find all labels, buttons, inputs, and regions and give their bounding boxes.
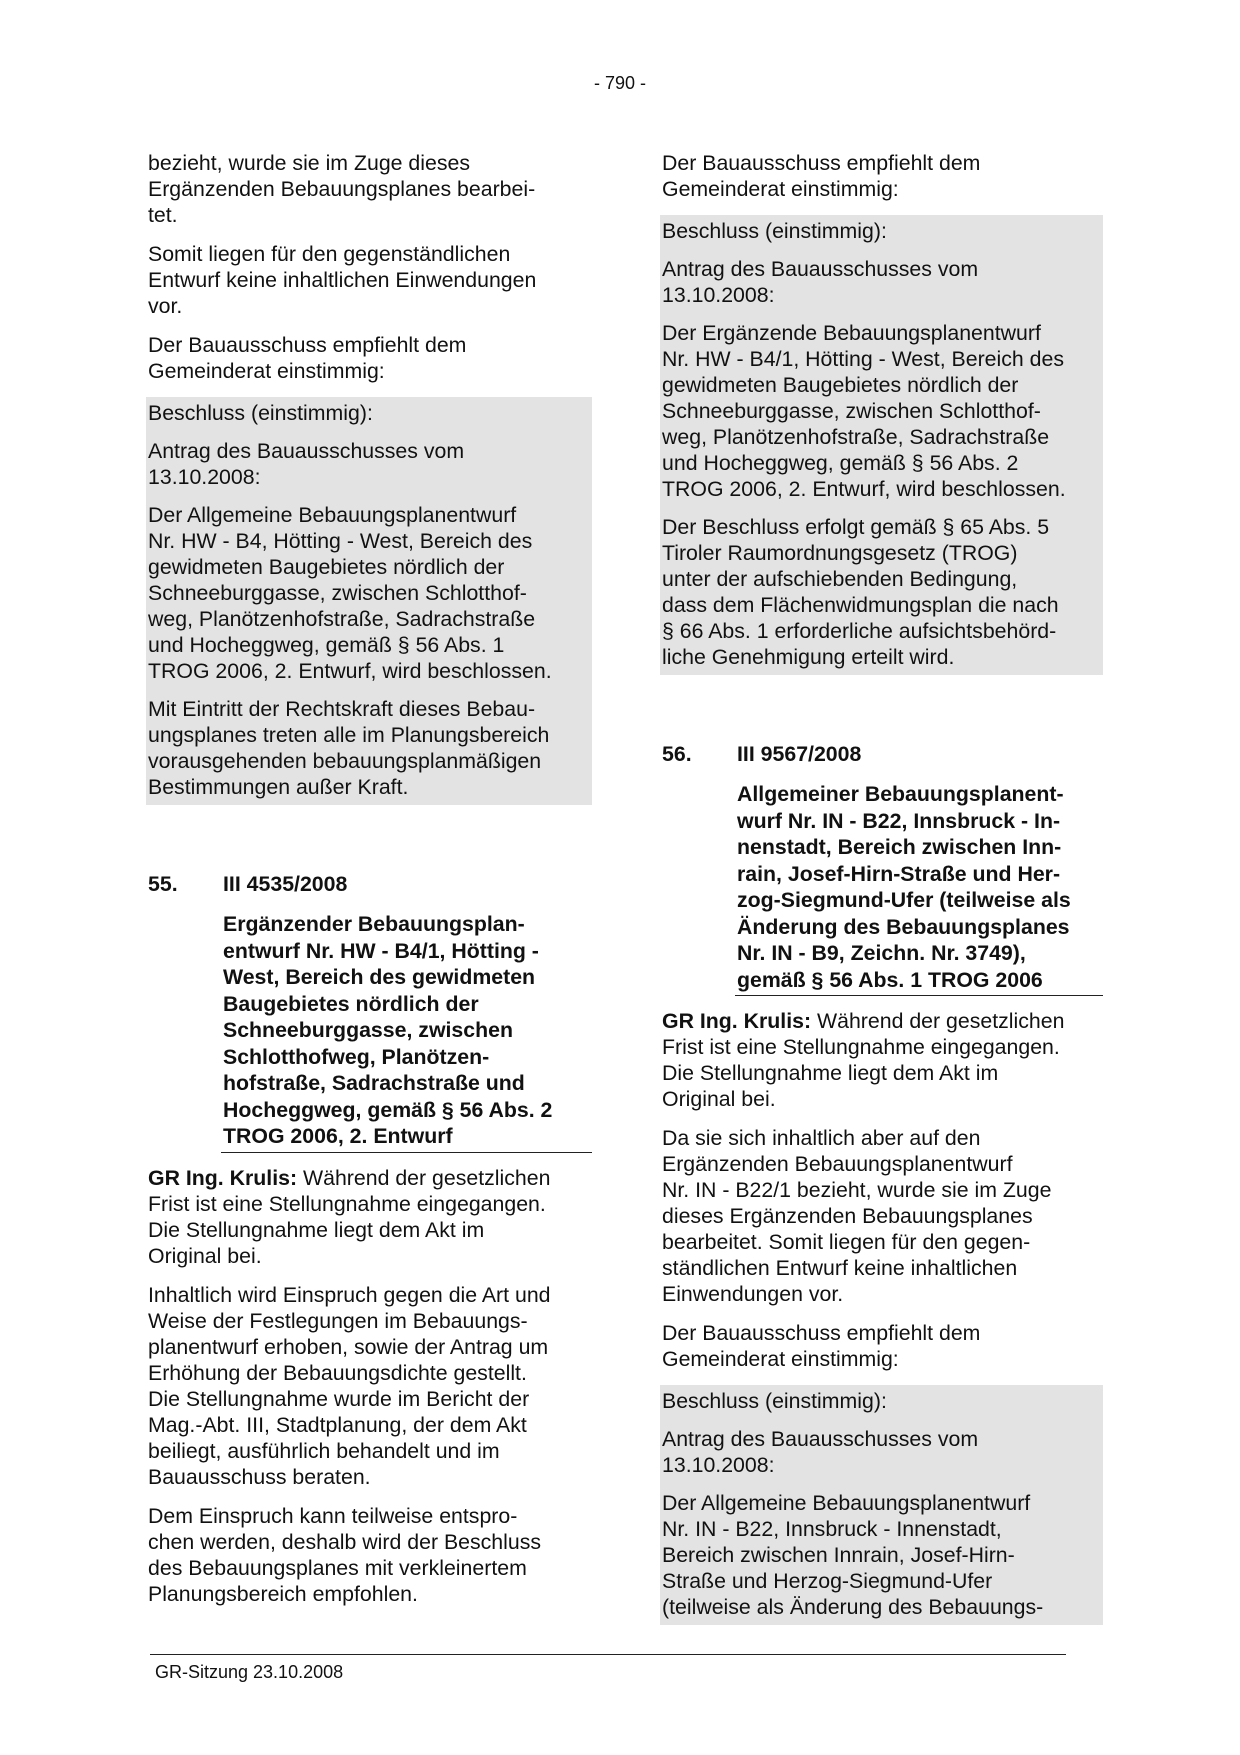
paragraph: Antrag des Bauausschusses vom 13.10.2008: xyxy=(148,439,465,489)
agenda-item-number: 55. xyxy=(148,872,178,896)
paragraph: Da sie sich inhaltlich aber auf den Ergänzenden Bebauungsplanentwurf Nr. IN - B22/1 bezieht, wurde sie im Zuge dieses Ergänzenden Bebauungsplanes bearbeitet. Somit liegen für den gegen- ständlichen Entwurf keine inhaltlichen Einwendungen vor. xyxy=(662,1126,1052,1306)
paragraph: Der Allgemeine Bebauungsplanentwurf Nr. HW - B4, Hötting - West, Bereich des gewidmeten Baugebietes nördlich der Schneeburggasse, zwischen Schlotthof- weg, Planötzenhofstraße, Sadrachstraße und Hocheggweg, gemäß § 56 Abs. 1 TROG 2006, 2. Entwurf, wird beschlossen. xyxy=(148,503,552,683)
speaker-text: Während der gesetzlichen Frist ist eine Stellungnahme eingegangen. Die Stellungnahme liegt dem Akt im Original bei. xyxy=(662,1009,1065,1111)
paragraph: Somit liegen für den gegenständlichen Entwurf keine inhaltlichen Einwendungen vor. xyxy=(148,242,537,318)
resolution-box xyxy=(660,215,1103,675)
agenda-item-title-text: Ergänzender Bebauungsplan- entwurf Nr. HW - B4/1, Hötting - West, Bereich des gewidmeten Baugebietes nördlich der Schneeburggasse, zwischen Schlotthofweg, Planötzen- hofstraße, Sadrachstraße und Hocheggweg, gemäß § 56 Abs. 2 TROG 2006, 2. Entwurf xyxy=(223,912,553,1148)
paragraph: Der Allgemeine Bebauungsplanentwurf Nr. IN - B22, Innsbruck - Innenstadt, Bereich zwischen Innrain, Josef-Hirn- Straße und Herzog-Siegmund-Ufer (teilweise als Änderung des Bebauungs- xyxy=(662,1491,1044,1619)
resolution-heading: Beschluss (einstimmig): xyxy=(662,219,887,243)
speaker-name: GR Ing. Krulis: xyxy=(662,1009,812,1033)
agenda-item-55 xyxy=(146,871,592,1607)
resolution-heading: Beschluss (einstimmig): xyxy=(148,401,373,425)
paragraph: Mit Eintritt der Rechtskraft dieses Bebau- ungsplanes treten alle im Planungsbereich vorausgehenden bebauungsplanmäßigen Bestimmungen außer Kraft. xyxy=(148,697,550,799)
speaker-paragraph xyxy=(660,1008,1103,1112)
agenda-item-title xyxy=(735,781,1103,996)
paragraph: Der Ergänzende Bebauungsplanentwurf Nr. HW - B4/1, Hötting - West, Bereich des gewidmeten Baugebietes nördlich der Schneeburggasse, zwischen Schlotthof- weg, Planötzenhofstraße, Sadrachstraße und Hocheggweg, gemäß § 56 Abs. 2 TROG 2006, 2. Entwurf, wird beschlossen. xyxy=(662,321,1066,501)
speaker-name: GR Ing. Krulis: xyxy=(148,1165,298,1190)
paragraph: bezieht, wurde sie im Zuge dieses Ergänzenden Bebauungsplanes bearbei- tet. xyxy=(148,151,536,227)
page-number: - 790 - xyxy=(593,73,647,93)
agenda-item-reference: III 4535/2008 xyxy=(223,872,348,896)
footer-divider xyxy=(150,1654,1066,1655)
agenda-item-reference: III 9567/2008 xyxy=(737,742,862,766)
paragraph: Der Beschluss erfolgt gemäß § 65 Abs. 5 Tiroler Raumordnungsgesetz (TROG) unter der aufschiebenden Bedingung, dass dem Flächenwidmungsplan die nach § 66 Abs. 1 erforderliche aufsichtsbehörd- liche Genehmigung erteilt wird. xyxy=(662,515,1059,669)
agenda-item-header xyxy=(146,871,592,897)
right-column xyxy=(660,150,1103,1638)
resolution-box xyxy=(146,397,592,805)
agenda-item-number: 56. xyxy=(662,742,692,766)
speaker-text: Während der gesetzlichen Frist ist eine Stellungnahme eingegangen. Die Stellungnahme liegt dem Akt im Original bei. xyxy=(148,1165,551,1268)
paragraph: Dem Einspruch kann teilweise entspro- chen werden, deshalb wird der Beschluss des Bebauungsplanes mit verkleinertem Planungsbereich empfohlen. xyxy=(148,1503,542,1606)
paragraph: Der Bauausschuss empfiehlt dem Gemeinderat einstimmig: xyxy=(148,333,467,383)
resolution-box xyxy=(660,1385,1103,1625)
paragraph: Antrag des Bauausschusses vom 13.10.2008: xyxy=(662,1427,979,1477)
footer-text: GR-Sitzung 23.10.2008 xyxy=(155,1662,344,1682)
paragraph: Antrag des Bauausschusses vom 13.10.2008: xyxy=(662,257,979,307)
resolution-heading: Beschluss (einstimmig): xyxy=(662,1389,887,1413)
agenda-item-title-text: Allgemeiner Bebauungsplanent- wurf Nr. IN - B22, Innsbruck - In- nenstadt, Bereich zwischen Inn- rain, Josef-Hirn-Straße und Her- zog-Siegmund-Ufer (teilweise als Änderung des Bebauungsplanes Nr. IN - B9, Zeichn. Nr. 3749), gemäß § 56 Abs. 1 TROG 2006 xyxy=(737,782,1071,992)
paragraph: Der Bauausschuss empfiehlt dem Gemeinderat einstimmig: xyxy=(662,151,981,201)
agenda-item-header xyxy=(660,741,1103,767)
agenda-item-title xyxy=(221,911,592,1153)
paragraph: Inhaltlich wird Einspruch gegen die Art und Weise der Festlegungen im Bebauungs- planentwurf erhoben, sowie der Antrag um Erhöhung der Bebauungsdichte gestellt. Die Stellungnahme wurde im Bericht der Mag.-Abt. III, Stadtplanung, der dem Akt beiliegt, ausführlich behandelt und im Bauausschuss beraten. xyxy=(148,1282,551,1489)
agenda-item-56 xyxy=(660,741,1103,1625)
speaker-paragraph xyxy=(146,1165,592,1269)
paragraph: Der Bauausschuss empfiehlt dem Gemeinderat einstimmig: xyxy=(662,1321,981,1371)
left-column xyxy=(146,150,592,1620)
